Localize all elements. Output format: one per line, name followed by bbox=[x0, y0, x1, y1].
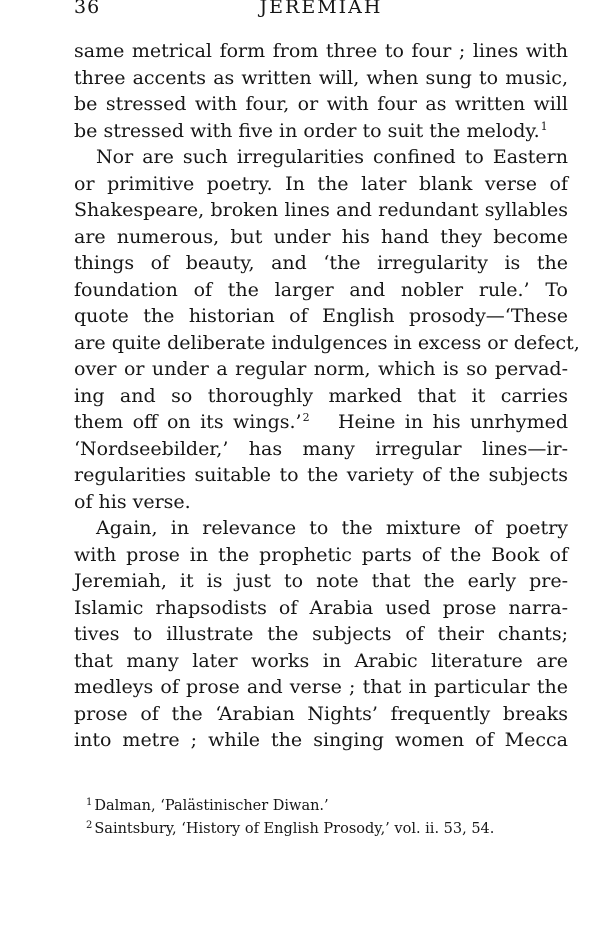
line-text: Shakespeare, broken lines and redundant syllables bbox=[74, 199, 568, 221]
text-line bbox=[74, 701, 568, 728]
text-line bbox=[74, 330, 580, 357]
text-line bbox=[74, 489, 568, 516]
line-text: be stressed with four, or with four as written will bbox=[74, 93, 568, 115]
footnote-text: Dalman, ‘Palästinischer Diwan.’ bbox=[94, 798, 329, 814]
text-line bbox=[74, 436, 568, 463]
footnotes bbox=[86, 795, 566, 841]
line-text: ing and so thoroughly marked that it carries bbox=[74, 384, 568, 407]
footnote bbox=[86, 795, 566, 818]
text-line bbox=[74, 277, 568, 304]
text-line bbox=[74, 38, 568, 65]
footnote-marker: 1 bbox=[86, 797, 93, 808]
text-line bbox=[74, 674, 568, 701]
text-line bbox=[74, 648, 568, 675]
text-line bbox=[74, 356, 568, 383]
text-line bbox=[74, 621, 568, 648]
text-line bbox=[74, 303, 568, 330]
footnote bbox=[86, 818, 566, 841]
line-text: are quite deliberate indulgences in excess or defect, bbox=[74, 331, 580, 354]
footnote-marker: 2 bbox=[86, 820, 93, 831]
line-text: Jeremiah, it is just to note that the early pre- bbox=[74, 570, 568, 592]
text-line bbox=[74, 224, 568, 251]
line-text: regularities suitable to the variety of the subjects bbox=[74, 464, 568, 486]
footnote-text: Saintsbury, ‘History of English Prosody,’ vol. ii. 53, 54. bbox=[94, 821, 495, 837]
text-line bbox=[74, 515, 568, 542]
line-text: foundation of the larger and nobler rule.’ To bbox=[74, 278, 568, 301]
line-text: tives to illustrate the subjects of their chants; bbox=[74, 623, 568, 645]
line-text: of his verse. bbox=[74, 490, 191, 513]
text-line bbox=[74, 727, 568, 754]
text-line bbox=[74, 383, 568, 410]
text-line bbox=[74, 409, 568, 436]
line-text: Nor are such irregularities confined to Eastern bbox=[96, 146, 568, 168]
text-line bbox=[74, 91, 568, 118]
line-text: them off on its wings.’ bbox=[74, 411, 302, 433]
line-text: into metre ; while the singing women of Mecca bbox=[74, 729, 568, 751]
line-text: prose of the ‘Arabian Nights’ frequently breaks bbox=[74, 702, 568, 725]
line-text: that many later works in Arabic literature are bbox=[74, 649, 568, 672]
text-line bbox=[74, 462, 568, 489]
line-text: with prose in the prophetic parts of the Book of bbox=[74, 543, 568, 566]
line-text: be stressed with five in order to suit the melody. bbox=[74, 119, 540, 142]
text-line bbox=[74, 595, 568, 622]
line-text: Islamic rhapsodists of Arabia used prose narra- bbox=[74, 596, 568, 619]
text-line bbox=[74, 250, 568, 277]
text-line bbox=[74, 568, 568, 595]
line-text: are numerous, but under his hand they become bbox=[74, 225, 568, 248]
line-text: three accents as written will, when sung to music, bbox=[74, 66, 568, 89]
text-line bbox=[74, 65, 568, 92]
page-number: 36 bbox=[74, 0, 101, 18]
text-line bbox=[74, 118, 568, 145]
text-line bbox=[74, 542, 568, 569]
footnote-reference: 1 bbox=[540, 119, 548, 133]
running-head: JEREMIAH bbox=[259, 0, 383, 18]
text-line bbox=[74, 197, 568, 224]
text-line bbox=[74, 144, 568, 171]
body-text bbox=[74, 38, 580, 754]
line-text: quote the historian of English prosody—‘These bbox=[74, 305, 568, 327]
page-header bbox=[74, 0, 568, 20]
line-text: Again, in relevance to the mixture of poetry bbox=[96, 517, 568, 539]
line-text: medleys of prose and verse ; that in particular the bbox=[74, 676, 568, 698]
footnote-reference: 2 bbox=[302, 411, 310, 424]
line-text: ‘Nordseebilder,’ has many irregular lines—ir- bbox=[74, 437, 568, 460]
line-text-continued: Heine in his unrhymed bbox=[309, 411, 569, 433]
line-text: same metrical form from three to four ; lines with bbox=[74, 40, 568, 62]
line-text: over or under a regular norm, which is so pervad- bbox=[74, 358, 568, 380]
text-line bbox=[74, 171, 568, 198]
line-text: or primitive poetry. In the later blank verse of bbox=[74, 172, 568, 195]
line-text: things of beauty, and ‘the irregularity is the bbox=[74, 252, 568, 274]
